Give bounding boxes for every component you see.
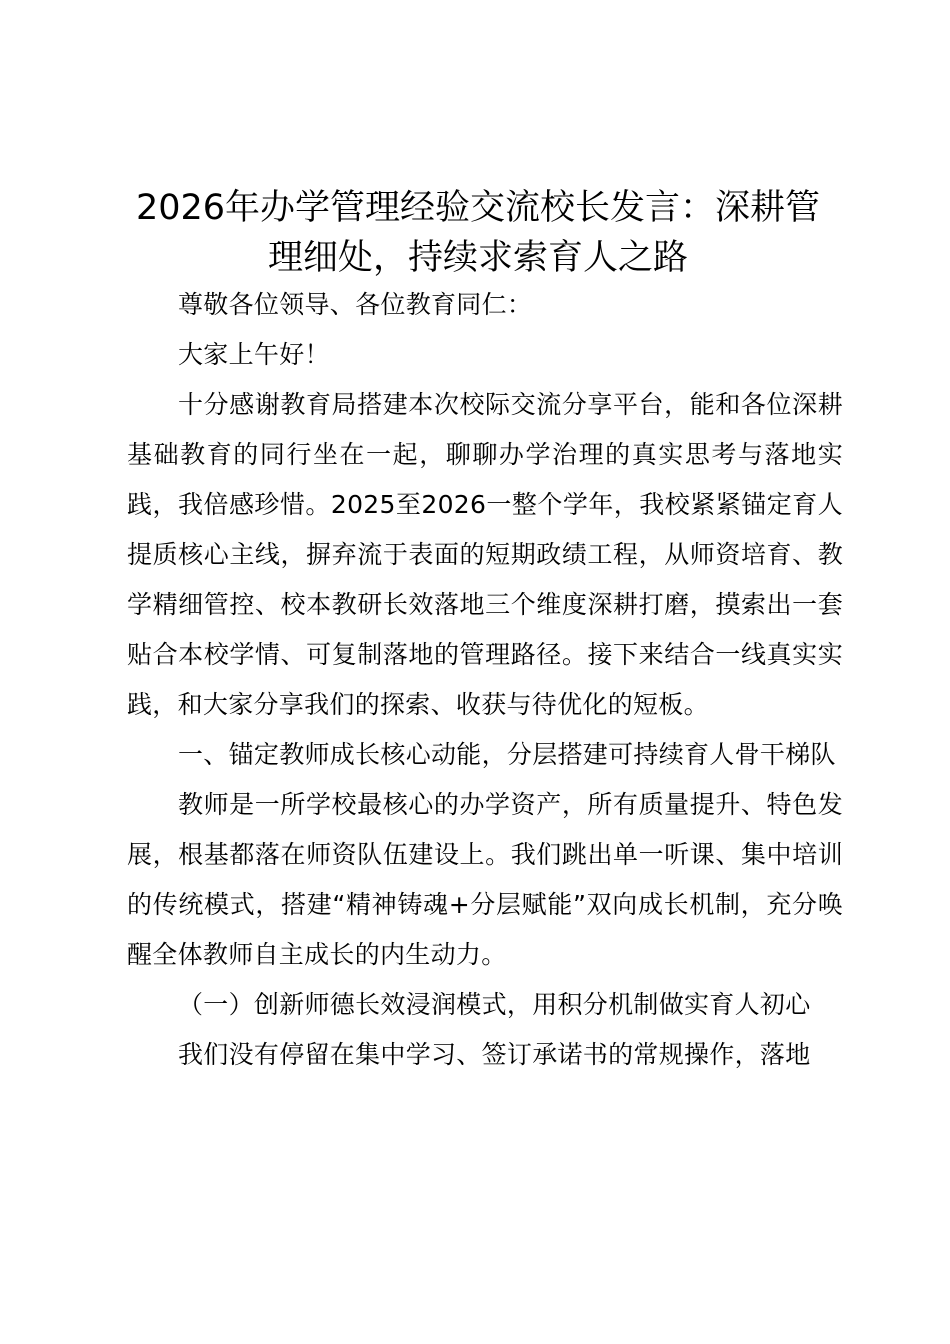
document-title: 2026年办学管理经验交流校长发言：深耕管理细处，持续求索育人之路 <box>135 188 821 278</box>
salutation-paragraph: 尊敬各位领导、各位教育同仁： <box>178 290 533 319</box>
section-heading: 一、锚定教师成长核心动能，分层搭建可持续育人骨干梯队 <box>178 740 836 769</box>
greeting-paragraph: 大家上午好！ <box>178 340 330 369</box>
document-body <box>127 280 843 1080</box>
intro-paragraph: 十分感谢教育局搭建本次校际交流分享平台，能和各位深耕基础教育的同行坐在一起，聊聊办学治理的真实思考与落地实践，我倍感珍惜。2025至2026一整个学年，我校紧紧锚定育人提质核心主线，摒弃流于表面的短期政绩工程，从师资培育、教学精细管控、校本教研长效落地三个维度深耕打磨，摸索出一套贴合本校学情、可复制落地的管理路径。接下来结合一线真实实践，和大家分享我们的探索、收获与待优化的短板。 <box>127 390 843 719</box>
subsection-heading: （一）创新师德长效浸润模式，用积分机制做实育人初心 <box>178 990 811 1019</box>
section-body-paragraph: 教师是一所学校最核心的办学资产，所有质量提升、特色发展，根基都落在师资队伍建设上。我们跳出单一听课、集中培训的传统模式，搭建“精神铸魂+分层赋能”双向成长机制，充分唤醒全体教师自主成长的内生动力。 <box>127 790 843 969</box>
subsection-body-paragraph: 我们没有停留在集中学习、签订承诺书的常规操作，落地 <box>178 1040 811 1069</box>
